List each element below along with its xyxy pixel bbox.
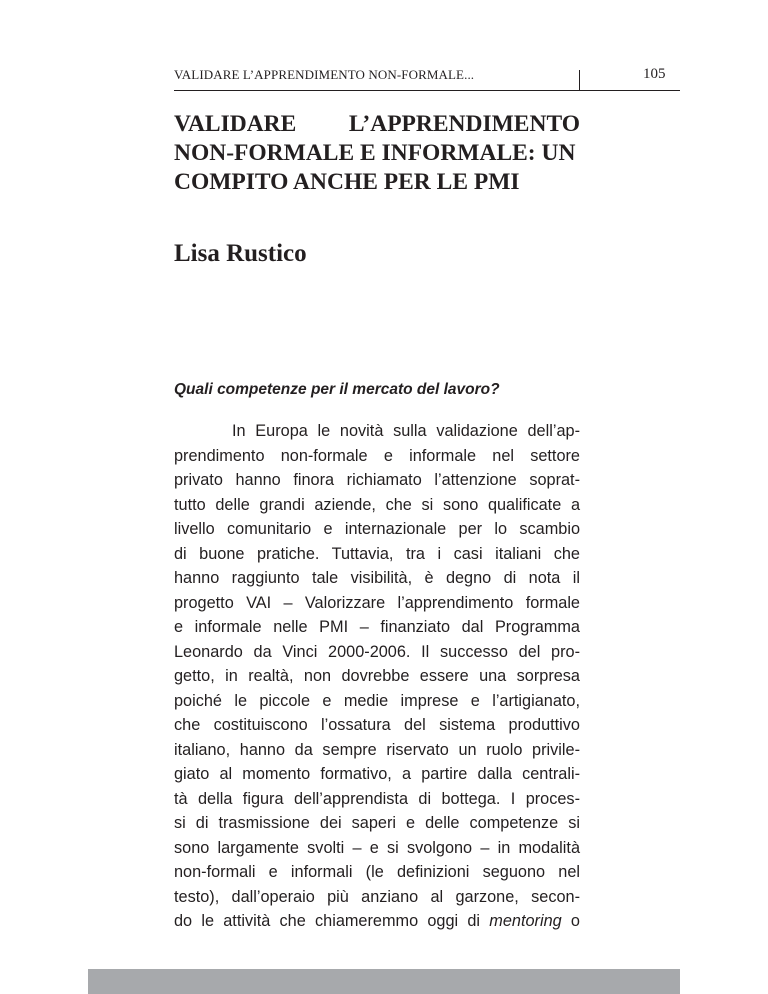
body-text-run: o <box>561 912 580 930</box>
section-heading: Quali competenze per il mercato del lavoro? <box>174 381 500 398</box>
body-line: getto, in realtà, non dovrebbe essere una sorpresa <box>174 667 580 685</box>
body-line: In Europa le novità sulla validazione dell’ap- <box>232 422 580 440</box>
title-line-3: COMPITO ANCHE PER LE PMI <box>174 169 520 195</box>
header-tick <box>579 70 580 91</box>
body-paragraph <box>174 419 580 934</box>
title-word: VALIDARE <box>174 111 297 137</box>
body-line: poiché le piccole e medie imprese e l’artigianato, <box>174 691 580 710</box>
title-word: L’APPRENDIMENTO <box>348 111 580 137</box>
title-line-2: NON-FORMALE E INFORMALE: UN <box>174 140 576 166</box>
body-line: hanno raggiunto tale visibilità, è degno di nota il <box>174 569 580 587</box>
body-line: non-formali e informali (le definizioni seguono nel <box>174 863 580 881</box>
header-rule <box>174 90 680 91</box>
emphasis-term: mentoring <box>489 912 562 930</box>
body-line: si di trasmissione dei saperi e delle competenze si <box>174 814 580 832</box>
body-line: livello comunitario e internazionale per lo scambio <box>174 520 580 538</box>
body-line: italiano, hanno da sempre riservato un ruolo privile- <box>174 740 580 759</box>
running-head: VALIDARE L’APPRENDIMENTO NON-FORMALE... <box>174 67 475 82</box>
article-title <box>174 110 580 197</box>
body-line: prendimento non-formale e informale nel settore <box>174 446 580 465</box>
body-line: sono largamente svolti – e si svolgono – in modalità <box>174 838 580 857</box>
author-name: Lisa Rustico <box>174 240 307 267</box>
body-line-last <box>174 909 580 934</box>
body-line: giato al momento formativo, a partire dalla centrali- <box>174 765 580 783</box>
body-line: privato hanno finora richiamato l’attenzione soprat- <box>174 471 580 489</box>
body-line: testo), dall’operaio più anziano al garzone, secon- <box>174 887 580 906</box>
body-line: progetto VAI – Valorizzare l’apprendimento formale <box>174 593 580 612</box>
body-line: che costituiscono l’ossatura del sistema produttivo <box>174 716 580 734</box>
body-line: e informale nelle PMI – finanziato dal Programma <box>174 618 580 636</box>
body-line: di buone pratiche. Tuttavia, tra i casi italiani che <box>174 544 580 563</box>
body-line: Leonardo da Vinci 2000-2006. Il successo del pro- <box>174 642 580 661</box>
body-line: tutto delle grandi aziende, che si sono qualificate a <box>174 495 580 514</box>
body-text-run: do le attività che chiameremmo oggi di <box>174 912 490 930</box>
footer-bar <box>88 969 680 994</box>
body-line: tà della figura dell’apprendista di bottega. I proces- <box>174 789 580 808</box>
page-number: 105 <box>643 66 666 82</box>
title-line-1 <box>174 110 580 139</box>
